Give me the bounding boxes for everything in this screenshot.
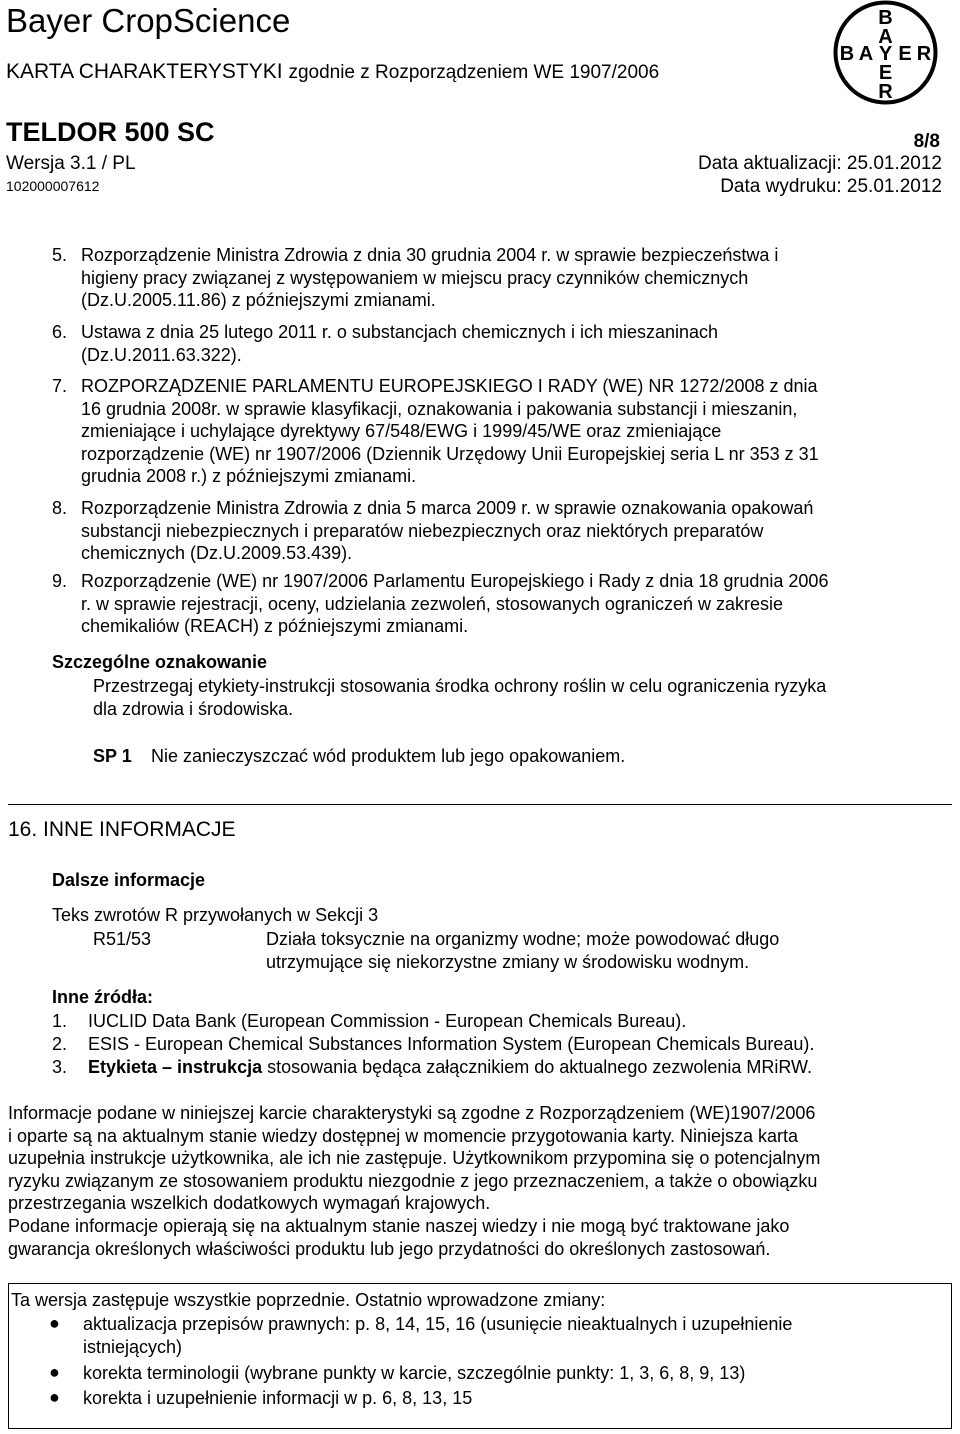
regulation-line: ROZPORZĄDZENIE PARLAMENTU EUROPEJSKIEGO I RADY (WE) NR 1272/2008 z dnia — [81, 376, 818, 396]
logo-letter-b-top: B — [878, 7, 893, 29]
list-number: 8. — [52, 498, 68, 518]
regulation-line: Rozporządzenie Ministra Zdrowia z dnia 30 grudnia 2004 r. w sprawie bezpieczeństwa i — [81, 245, 779, 265]
regulation-line: grudnia 2008 r.) z późniejszymi zmianami. — [81, 466, 417, 487]
logo-letter-y: Y — [878, 43, 893, 65]
logo-letter-e-bottom: E — [878, 62, 893, 84]
further-info-heading: Dalsze informacje — [52, 870, 206, 890]
logo-letter-r-right: R — [916, 43, 932, 65]
regulation-line: substancji niebezpiecznych i preparatów niebezpiecznych oraz niektórych preparatów — [81, 520, 764, 541]
regulation-line: higieny pracy związanej z występowaniem w miejscu pracy czynników chemicznych — [81, 267, 749, 288]
logo-letter-b-left: B — [839, 43, 855, 65]
regulation-line: zmieniające i uchylające dyrektywy 67/548/EWG i 1999/45/WE oraz zmieniające — [81, 421, 722, 442]
r-phrases-intro: Teks zwrotów R przywołanych w Sekcji 3 — [52, 905, 379, 925]
bayer-cross-logo — [833, 0, 938, 105]
regulation-item-6 — [52, 321, 932, 366]
page-number: 8/8 — [913, 131, 940, 152]
regulation-line: (Dz.U.2005.11.86) z późniejszymi zmianami. — [81, 290, 436, 311]
sheet-title — [6, 60, 659, 84]
change-line: aktualizacja przepisów prawnych: p. 8, 14, 15, 16 (usunięcie nieaktualnych i uzupełnienie — [83, 1314, 793, 1334]
source-item-1 — [52, 1010, 687, 1033]
company-name: Bayer CropScience — [6, 2, 291, 39]
regulation-line: chemikaliów (REACH) z późniejszymi zmianami. — [81, 616, 469, 637]
change-line: korekta i uzupełnienie informacji w p. 6, 8, 13, 15 — [83, 1388, 473, 1408]
section-16-title: 16. INNE INFORMACJE — [8, 818, 236, 841]
regulation-line: chemicznych (Dz.U.2009.53.439). — [81, 543, 353, 564]
sheet-title-prefix: KARTA CHARAKTERYSTYKI — [6, 60, 283, 83]
special-labeling-heading: Szczególne oznakowanie — [52, 652, 268, 672]
source-item-2 — [52, 1033, 815, 1056]
list-number: 7. — [52, 376, 68, 396]
logo-letter-a-left: A — [858, 43, 874, 65]
disclaimer-line: gwarancja określonych właściwości produktu lub jego przydatności do określonych zastosowań. — [8, 1238, 771, 1259]
section-divider — [8, 804, 952, 805]
regulation-line: 16 grudnia 2008r. w sprawie klasyfikacji, oznakowania i pakowania substancji i mieszanin, — [81, 398, 798, 419]
change-line: istniejących) — [83, 1336, 183, 1357]
changes-intro: Ta wersja zastępuje wszystkie poprzednie. Ostatnio wprowadzone zmiany: — [11, 1290, 606, 1310]
list-number: 9. — [52, 571, 68, 591]
source-text-rest: stosowania będąca załącznikiem do aktualnego zezwolenia MRiRW. — [262, 1057, 813, 1077]
changes-box — [8, 1283, 952, 1429]
regulation-line: Ustawa z dnia 25 lutego 2011 r. o substancjach chemicznych i ich mieszaninach — [81, 322, 719, 342]
bullet-icon: ● — [49, 1313, 60, 1333]
regulation-item-8 — [52, 497, 932, 565]
list-number: 3. — [52, 1057, 68, 1077]
logo-letter-a-top: A — [878, 26, 893, 48]
regulation-line: Rozporządzenie (WE) nr 1907/2006 Parlamentu Europejskiego i Rady z dnia 18 grudnia 2006 — [81, 571, 829, 591]
regulation-line: (Dz.U.2011.63.322). — [81, 344, 242, 365]
sp-code: SP 1 — [93, 746, 132, 766]
regulation-item-9 — [52, 570, 932, 638]
product-name: TELDOR 500 SC — [6, 117, 215, 147]
bullet-icon: ● — [49, 1387, 60, 1407]
bullet-icon: ● — [49, 1362, 60, 1382]
disclaimer-line: ryzyku związanym ze stosowaniem produktu niezgodnie z jego przeznaczeniem, a także o obowiązku — [8, 1170, 818, 1191]
list-number: 2. — [52, 1034, 68, 1054]
logo-letter-e-right: E — [898, 43, 912, 65]
print-date: Data wydruku: 25.01.2012 — [720, 176, 942, 197]
regulation-item-5 — [52, 244, 932, 312]
source-text-bold: Etykieta – instrukcja — [88, 1057, 263, 1077]
list-number: 6. — [52, 322, 68, 342]
disclaimer-line: Podane informacje opierają się na aktualnym stanie naszej wiedzy i nie mogą być traktowane jako — [8, 1215, 790, 1236]
sheet-title-suffix: zgodnie z Rozporządzeniem WE 1907/2006 — [288, 62, 660, 83]
sp-text: Nie zanieczyszczać wód produktem lub jego opakowaniem. — [151, 746, 626, 766]
update-date: Data aktualizacji: 25.01.2012 — [698, 153, 942, 174]
list-number: 1. — [52, 1011, 68, 1031]
r-phrase-text — [266, 928, 779, 973]
r-phrase-line: utrzymujące się niekorzystne zmiany w środowisku wodnym. — [266, 951, 750, 972]
disclaimer-line: Informacje podane w niniejszej karcie charakterystyki są zgodne z Rozporządzeniem (WE)1907/2006 — [8, 1103, 816, 1123]
source-text: IUCLID Data Bank (European Commission - European Chemicals Bureau). — [88, 1011, 687, 1031]
r-phrase-code: R51/53 — [93, 929, 152, 949]
source-text: ESIS - European Chemical Substances Information System (European Chemicals Bureau). — [88, 1034, 815, 1054]
special-labeling-line: dla zdrowia i środowiska. — [93, 698, 294, 719]
logo-letter-r-bottom: R — [878, 81, 893, 103]
document-code: 102000007612 — [6, 178, 100, 194]
other-sources-heading: Inne źródła: — [52, 987, 154, 1007]
source-text — [88, 1056, 812, 1079]
version: Wersja 3.1 / PL — [6, 153, 136, 174]
r-phrase-line: Działa toksycznie na organizmy wodne; może powodować długo — [266, 929, 780, 949]
disclaimer-line: i oparte są na aktualnym stanie wiedzy dostępnej w momencie przygotowania karty. Niniejsza karta — [8, 1125, 799, 1146]
disclaimer-line: uzupełnia instrukcje użytkownika, ale ich nie zastępuje. Użytkownikom przypomina się o potencjalnym — [8, 1148, 821, 1169]
regulation-line: rozporządzenie (WE) nr 1907/2006 (Dziennik Urzędowy Unii Europejskiej seria L nr 353 z 31 — [81, 443, 819, 464]
disclaimer-line: przestrzegania wszelkich dodatkowych wymagań krajowych. — [8, 1193, 491, 1214]
special-labeling-text — [93, 675, 826, 720]
disclaimer — [8, 1102, 820, 1260]
list-number: 5. — [52, 245, 68, 265]
special-labeling-line: Przestrzegaj etykiety-instrukcji stosowania środka ochrony roślin w celu ograniczenia ryzyka — [93, 676, 827, 696]
source-item-3 — [52, 1056, 813, 1079]
change-line: korekta terminologii (wybrane punkty w karcie, szczególnie punkty: 1, 3, 6, 8, 9, 13) — [83, 1363, 746, 1383]
regulation-line: r. w sprawie rejestracji, oceny, udzielania zezwoleń, stosowanych ograniczeń w zakresie — [81, 593, 783, 614]
regulation-item-7 — [52, 375, 932, 488]
regulation-line: Rozporządzenie Ministra Zdrowia z dnia 5 marca 2009 r. w sprawie oznakowania opakowań — [81, 498, 814, 518]
